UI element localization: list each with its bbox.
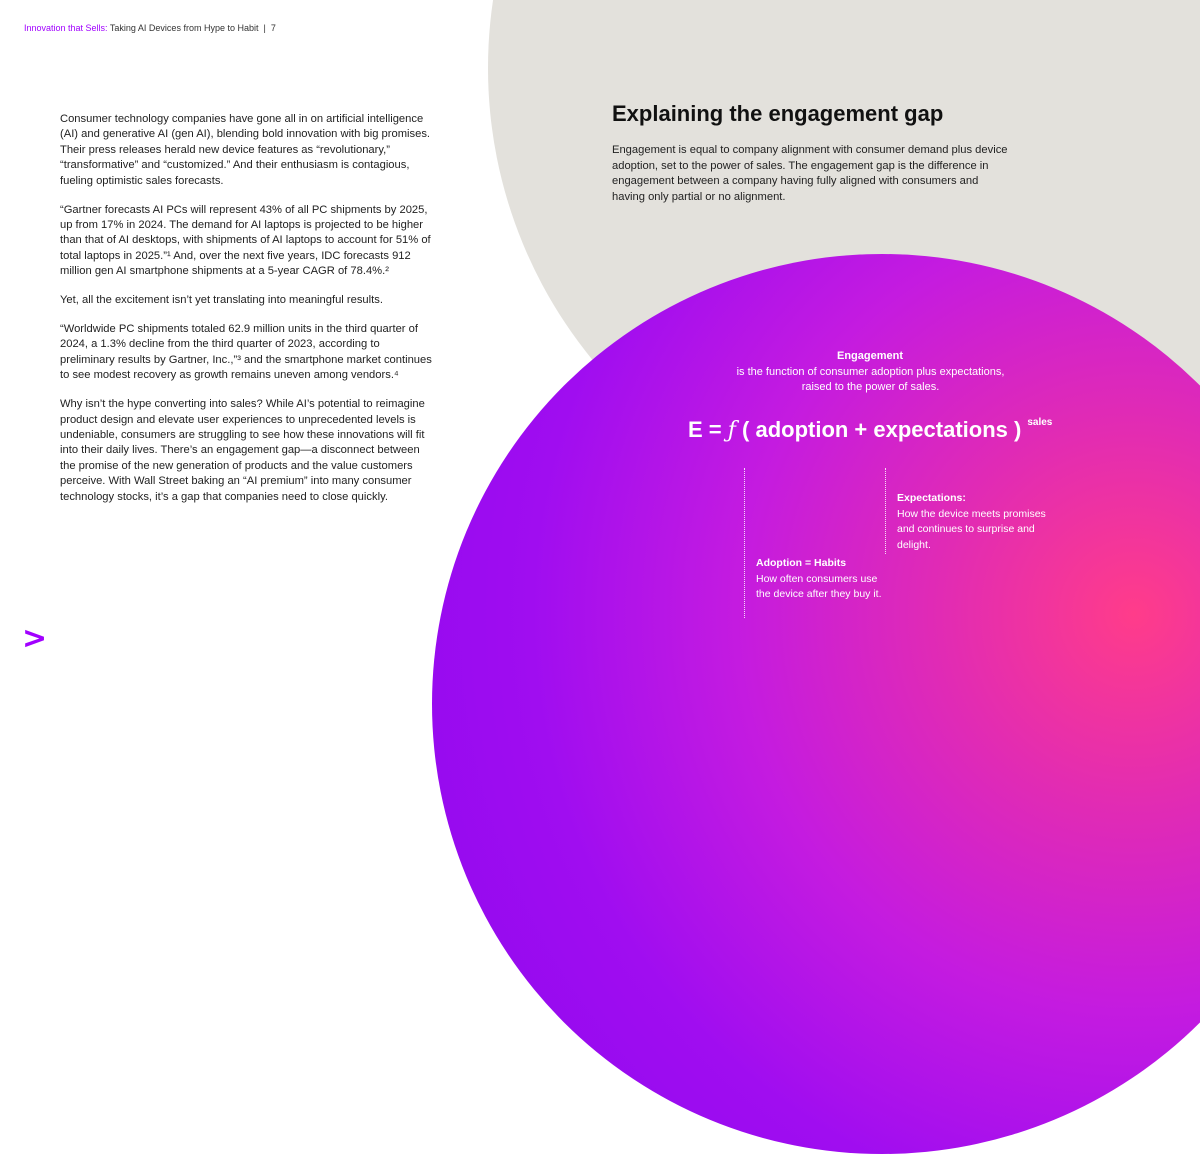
section-description: Engagement is equal to company alignment with consumer demand plus device adoption, set to the power of sales. The engagement gap is the difference in engagement between a company having fully aligned with consumers and having only partial or no alignment. xyxy=(612,144,1008,203)
adoption-text: How often consumers use the device after they buy it. xyxy=(756,572,882,600)
page-header xyxy=(24,23,276,33)
section-title: Explaining the engagement gap xyxy=(612,101,944,126)
paragraph: Yet, all the excitement isn’t yet translating into meaningful results. xyxy=(60,294,383,307)
body-text-column xyxy=(60,112,435,518)
formula-lhs: E = xyxy=(688,417,728,442)
paragraph: “Worldwide PC shipments totaled 62.9 million units in the third quarter of 2024, a 1.3% decline from the third quarter of 2023, according to preliminary results by Gartner, Inc.,”³ and the smartphone market continues to see modest recovery as growth remains uneven among vendors.⁴ xyxy=(60,322,432,382)
expectations-title: Expectations: xyxy=(897,492,966,504)
expectations-dotted-line xyxy=(885,468,886,554)
engagement-formula xyxy=(688,417,1052,443)
header-accent: Innovation that Sells: xyxy=(24,23,108,33)
function-symbol: ƒ xyxy=(727,418,736,443)
paragraph: “Gartner forecasts AI PCs will represent 43% of all PC shipments by 2025, up from 17% in 2024. The demand for AI laptops is projected to be higher than that of AI desktops, with shipments of AI laptops to account for 51% of total laptops in 2025.”¹ And, over the next five years, IDC forecasts 912 million gen AI smartphone shipments at a 5-year CAGR of 78.4%.² xyxy=(60,203,431,278)
expectations-note xyxy=(897,491,1047,553)
paragraph: Consumer technology companies have gone all in on artificial intelligence (AI) and generative AI (gen AI), blending bold innovation with big promises. Their press releases herald new device features as “revolutionary,” “transformative” and “customized.” And their enthusiasm is contagious, fueling optimistic sales forecasts. xyxy=(60,113,431,187)
engagement-description: is the function of consumer adoption plus expectations, raised to the power of sales. xyxy=(736,366,1005,393)
engagement-title: Engagement xyxy=(836,350,903,362)
adoption-dotted-line xyxy=(744,468,745,618)
formula-body: ( adoption + expectations ) xyxy=(735,417,1022,442)
header-title: Taking AI Devices from Hype to Habit xyxy=(109,23,259,33)
header-separator: | xyxy=(263,23,266,33)
adoption-title: Adoption = Habits xyxy=(756,557,847,569)
formula-exponent: sales xyxy=(1027,417,1053,428)
paragraph: Why isn’t the hype converting into sales? While AI’s potential to reimagine product design and elevate user experiences to unprecedented levels is undeniable, consumers are struggling to see how these innovations will fit into their daily lives. There’s an engagement gap—a disconnect between the promise of the new generation of products and the value customers perceive. With Wall Street baking an “AI premium” into many consumer technology stocks, it’s a gap that companies need to close quickly. xyxy=(60,398,425,503)
accenture-logo-icon: > xyxy=(22,621,48,656)
expectations-text: How the device meets promises and continues to surprise and delight. xyxy=(897,507,1046,551)
adoption-note xyxy=(756,556,886,603)
page-number: 7 xyxy=(270,23,276,33)
